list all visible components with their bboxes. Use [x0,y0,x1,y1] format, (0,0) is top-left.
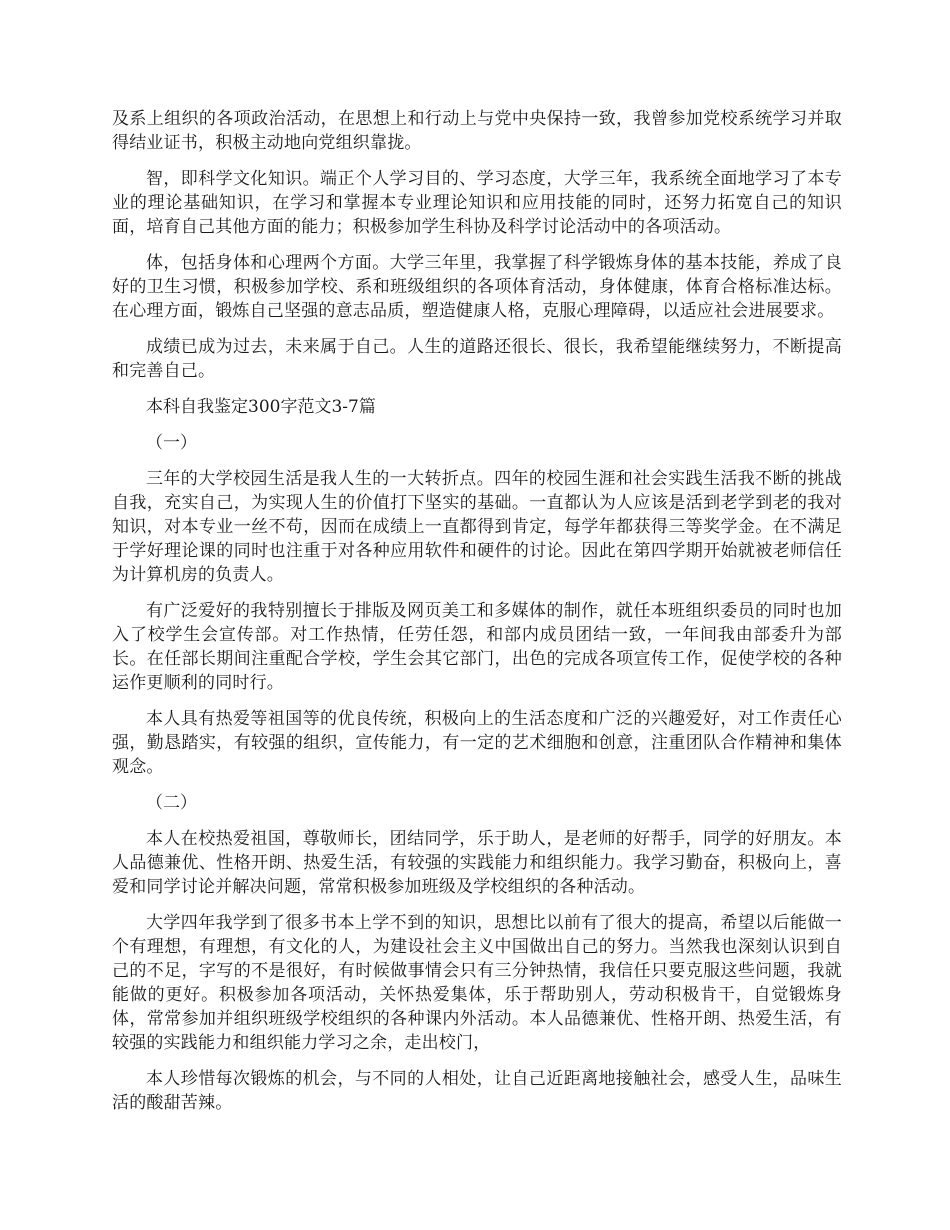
paragraph-part2-opportunities: 本人珍惜每次锻炼的机会，与不同的人相处，让自己近距离地接触社会，感受人生，品味生活的酸甜苦辣。 [112,1069,842,1113]
paragraph-part2-four-years: 大学四年我学到了很多书本上学不到的知识，思想比以前有了很大的提高，希望以后能做一个有理想，有理想，有文化的人，为建设社会主义中国做出自己的努力。当然我也深刻认识到自己的不足，字写的不是很好，有时候做事情会只有三分钟热情，我信任只要克服这些问题，我就能做的更好。积极参加各项活动，关怀热爱集体，乐于帮助别人，劳动积极肯干，自觉锻炼身体，常常参加并组织班级学校组织的各种课内外活动。本人品德兼优、性格开朗、热爱生活，有较强的实践能力和组织能力学习之余，走出校门， [112,913,842,1053]
paragraph-politics-continued: 及系上组织的各项政治活动，在思想上和行动上与党中央保持一致，我曾参加党校系统学习并取得结业证书，积极主动地向党组织靠拢。 [112,109,842,153]
document-body [112,107,842,1127]
paragraph-future: 成绩已成为过去，未来属于自己。人生的道路还很长、很长，我希望能继续努力，不断提高和完善自己。 [112,337,842,381]
paragraph-physical: 体，包括身体和心理两个方面。大学三年里，我掌握了科学锻炼身体的基本技能，养成了良好的卫生习惯，积极参加学校、系和班级组织的各项体育活动，身体健康，体育合格标准达标。在心理方面，锻炼自己坚强的意志品质，塑造健康人格，克服心理障碍，以适应社会进展要求。 [112,253,842,321]
paragraph-part2-patriotism: 本人在校热爱祖国，尊敬师长，团结同学，乐于助人，是老师的好帮手，同学的好朋友。本人品德兼优、性格开朗、热爱生活，有较强的实践能力和组织能力。我学习勤奋，积极向上，喜爱和同学讨论并解决问题，常常积极参加班级及学校组织的各种活动。 [112,829,842,897]
paragraph-part1-hobbies: 有广泛爱好的我特别擅长于排版及网页美工和多媒体的制作，就任本班组织委员的同时也加入了校学生会宣传部。对工作热情，任劳任怨，和部内成员团结一致，一年间我由部委升为部长。在任部长期间注重配合学校，学生会其它部门，出色的完成各项宣传工作，促使学校的各种运作更顺利的同时行。 [112,601,842,693]
part-marker-two: （二） [146,793,197,813]
part-marker-one: （一） [146,433,197,453]
paragraph-part1-campus-life: 三年的大学校园生活是我人生的一大转折点。四年的校园生涯和社会实践生活我不断的挑战自我，充实自己，为实现人生的价值打下坚实的基础。一直都认为人应该是活到老学到老的我对知识，对本专业一丝不苟，因而在成绩上一直都得到肯定，每学年都获得三等奖学金。在不满足于学好理论课的同时也注重于对各种应用软件和硬件的讨论。因此在第四学期开始就被老师信任为计算机房的负责人。 [112,469,842,585]
section-title: 本科自我鉴定300字范文3-7篇 [146,397,376,417]
paragraph-knowledge: 智，即科学文化知识。端正个人学习目的、学习态度，大学三年，我系统全面地学习了本专业的理论基础知识，在学习和掌握本专业理论知识和应用技能的同时，还努力拓宽自己的知识面，培育自己其他方面的能力；积极参加学生科协及科学讨论活动中的各项活动。 [112,169,842,237]
paragraph-part1-character: 本人具有热爱等祖国等的优良传统，积极向上的生活态度和广泛的兴趣爱好，对工作责任心强，勤恳踏实，有较强的组织，宣传能力，有一定的艺术细胞和创意，注重团队合作精神和集体观念。 [112,709,842,777]
